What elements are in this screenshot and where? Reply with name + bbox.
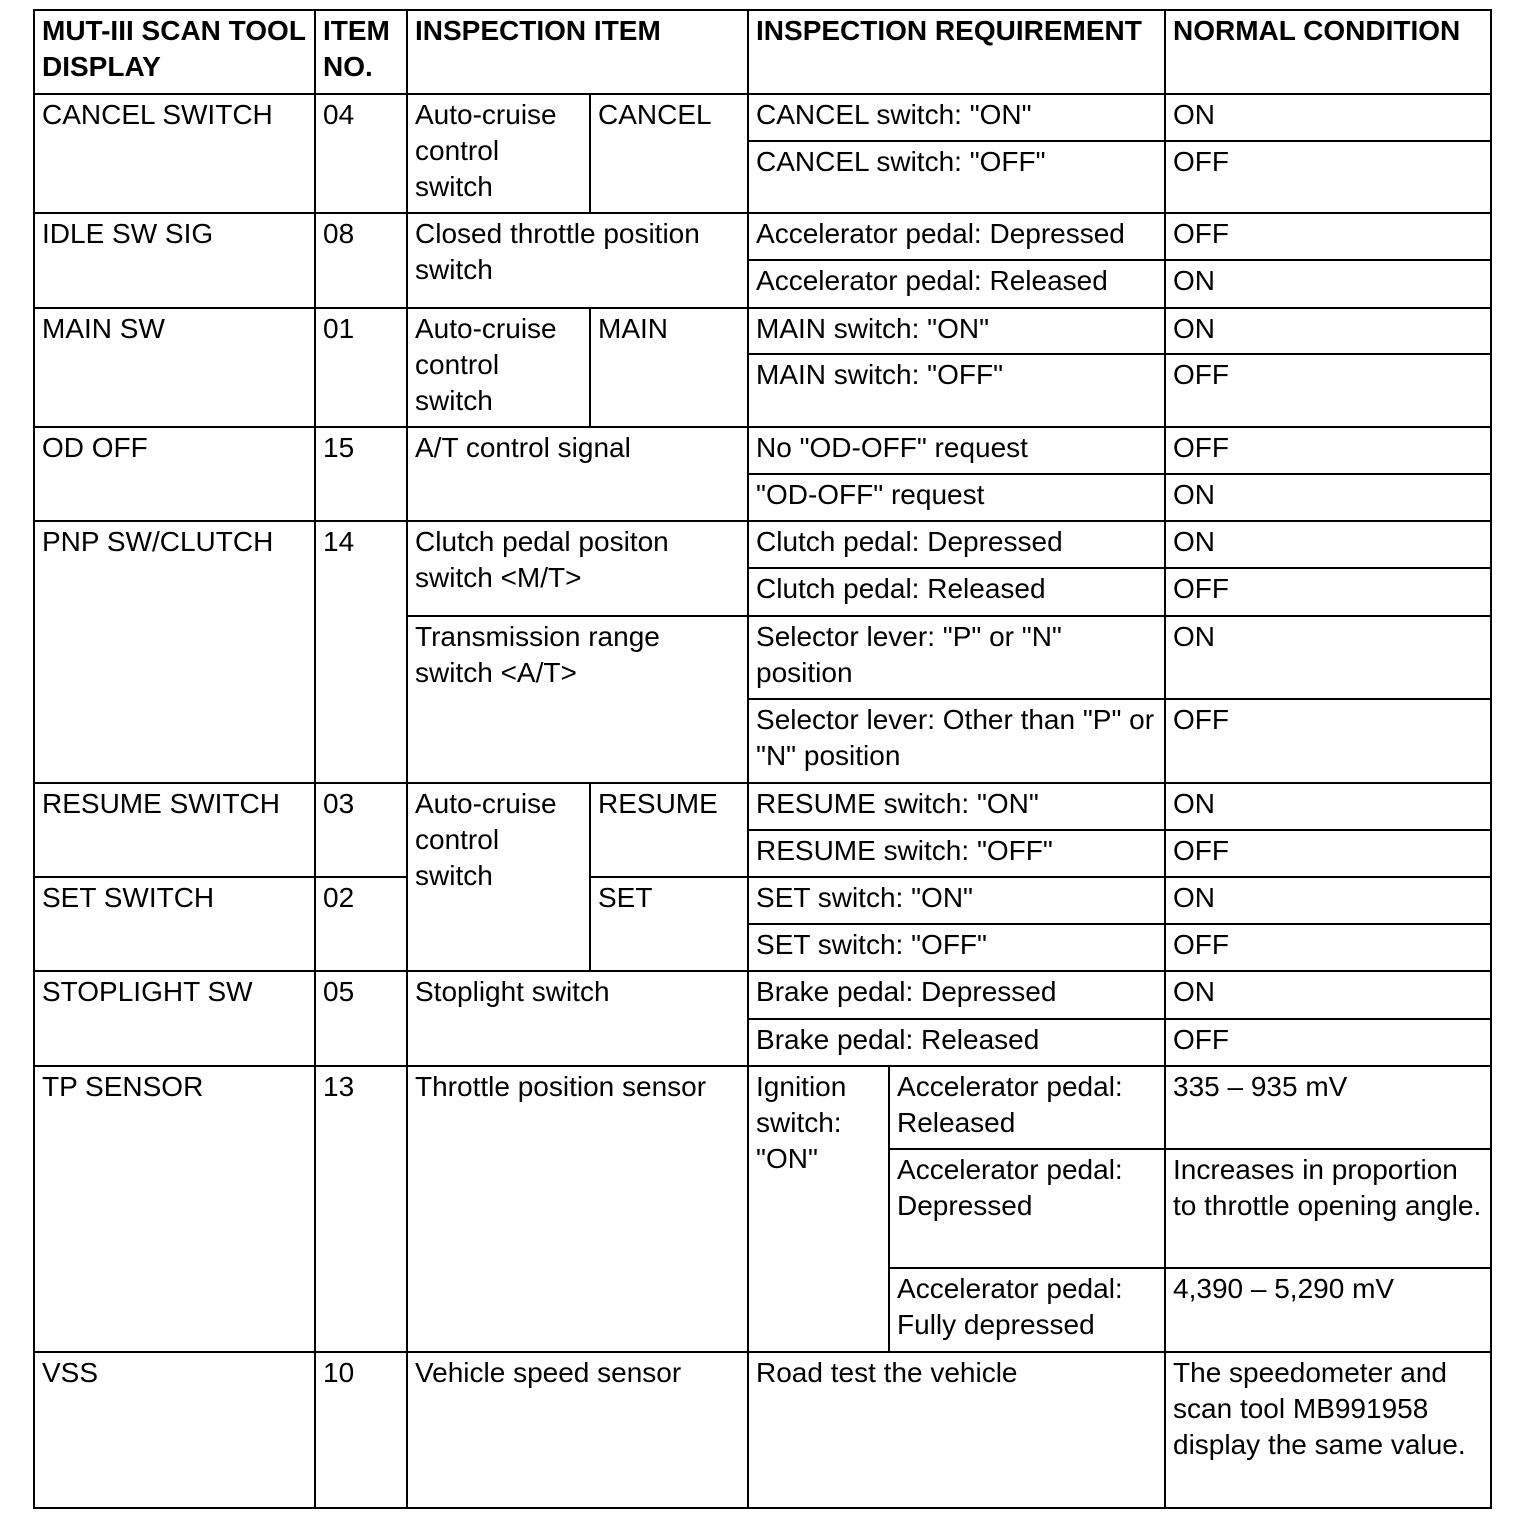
tp-requirement-depressed: Accelerator pedal: Depressed: [889, 1149, 1165, 1268]
cancel-normal-off: OFF: [1165, 141, 1491, 213]
table-row: [34, 971, 1491, 1019]
vss-item-no: 10: [315, 1352, 407, 1508]
main-requirement-off: MAIN switch: "OFF": [748, 354, 1165, 427]
header-normal-condition: NORMAL CONDITION: [1165, 10, 1491, 94]
cancel-sub-item: CANCEL: [590, 94, 748, 213]
od-requirement-no-request: No "OD-OFF" request: [748, 427, 1165, 474]
tp-display: TP SENSOR: [34, 1066, 315, 1352]
idle-display: IDLE SW SIG: [34, 213, 315, 308]
table-row: [34, 1352, 1491, 1508]
od-normal-request: ON: [1165, 474, 1491, 521]
pnp-normal-selector-pn: ON: [1165, 616, 1491, 699]
tp-requirement-released: Accelerator pedal: Released: [889, 1066, 1165, 1149]
pnp-requirement-clutch-released: Clutch pedal: Released: [748, 568, 1165, 616]
resume-requirement-on: RESUME switch: "ON": [748, 783, 1165, 830]
od-item-no: 15: [315, 427, 407, 521]
tp-normal-fully-depressed: 4,390 – 5,290 mV: [1165, 1268, 1491, 1352]
resume-requirement-off: RESUME switch: "OFF": [748, 830, 1165, 877]
table-row: [34, 427, 1491, 474]
resume-inspection-item: Auto-cruise control switch: [407, 783, 590, 971]
set-display: SET SWITCH: [34, 877, 315, 971]
header-inspection-item: INSPECTION ITEM: [407, 10, 748, 94]
cancel-display: CANCEL SWITCH: [34, 94, 315, 213]
set-requirement-off: SET switch: "OFF": [748, 924, 1165, 971]
od-normal-no-request: OFF: [1165, 427, 1491, 474]
pnp-display: PNP SW/CLUTCH: [34, 521, 315, 783]
pnp-normal-clutch-depressed: ON: [1165, 521, 1491, 568]
stoplight-inspection-item: Stoplight switch: [407, 971, 748, 1066]
vss-display: VSS: [34, 1352, 315, 1508]
main-normal-off: OFF: [1165, 354, 1491, 427]
table-row: [34, 213, 1491, 260]
main-item-no: 01: [315, 308, 407, 427]
set-normal-on: ON: [1165, 877, 1491, 924]
tp-inspection-item: Throttle position sensor: [407, 1066, 748, 1352]
stoplight-normal-released: OFF: [1165, 1019, 1491, 1066]
table-row: [34, 783, 1491, 830]
stoplight-normal-depressed: ON: [1165, 971, 1491, 1019]
cancel-normal-on: ON: [1165, 94, 1491, 141]
resume-display: RESUME SWITCH: [34, 783, 315, 877]
idle-inspection-item: Closed throttle position switch: [407, 213, 748, 308]
table-row: [34, 308, 1491, 354]
table-row: [34, 521, 1491, 568]
cancel-requirement-off: CANCEL switch: "OFF": [748, 141, 1165, 213]
table-row: [34, 1066, 1491, 1149]
table-row: [34, 94, 1491, 141]
idle-requirement-depressed: Accelerator pedal: Depressed: [748, 213, 1165, 260]
idle-normal-released: ON: [1165, 260, 1491, 308]
main-requirement-on: MAIN switch: "ON": [748, 308, 1165, 354]
tp-normal-released: 335 – 935 mV: [1165, 1066, 1491, 1149]
vss-normal: The speedometer and scan tool MB991958 display the same value.: [1165, 1352, 1491, 1508]
main-normal-on: ON: [1165, 308, 1491, 354]
pnp-requirement-selector-other: Selector lever: Other than "P" or "N" position: [748, 699, 1165, 783]
vss-inspection-item: Vehicle speed sensor: [407, 1352, 748, 1508]
od-requirement-request: "OD-OFF" request: [748, 474, 1165, 521]
stoplight-display: STOPLIGHT SW: [34, 971, 315, 1066]
tp-item-no: 13: [315, 1066, 407, 1352]
idle-normal-depressed: OFF: [1165, 213, 1491, 260]
od-inspection-item: A/T control signal: [407, 427, 748, 521]
stoplight-item-no: 05: [315, 971, 407, 1066]
resume-normal-off: OFF: [1165, 830, 1491, 877]
set-normal-off: OFF: [1165, 924, 1491, 971]
table-row: [34, 877, 1491, 924]
pnp-requirement-clutch-depressed: Clutch pedal: Depressed: [748, 521, 1165, 568]
set-requirement-on: SET switch: "ON": [748, 877, 1165, 924]
stoplight-requirement-depressed: Brake pedal: Depressed: [748, 971, 1165, 1019]
main-sub-item: MAIN: [590, 308, 748, 427]
resume-item-no: 03: [315, 783, 407, 877]
pnp-item-no: 14: [315, 521, 407, 783]
stoplight-requirement-released: Brake pedal: Released: [748, 1019, 1165, 1066]
resume-sub-item: RESUME: [590, 783, 748, 877]
od-display: OD OFF: [34, 427, 315, 521]
pnp-inspection-item-range: Transmission range switch <A/T>: [407, 616, 748, 783]
pnp-normal-clutch-released: OFF: [1165, 568, 1491, 616]
cancel-requirement-on: CANCEL switch: "ON": [748, 94, 1165, 141]
resume-normal-on: ON: [1165, 783, 1491, 830]
pnp-normal-selector-other: OFF: [1165, 699, 1491, 783]
idle-item-no: 08: [315, 213, 407, 308]
header-item-no: ITEM NO.: [315, 10, 407, 94]
tp-condition: Ignition switch: "ON": [748, 1066, 889, 1352]
set-item-no: 02: [315, 877, 407, 971]
main-inspection-item: Auto-cruise control switch: [407, 308, 590, 427]
tp-normal-depressed: Increases in proportion to throttle opening angle.: [1165, 1149, 1491, 1268]
cancel-inspection-item: Auto-cruise control switch: [407, 94, 590, 213]
pnp-requirement-selector-pn: Selector lever: "P" or "N" position: [748, 616, 1165, 699]
tp-requirement-fully-depressed: Accelerator pedal: Fully depressed: [889, 1268, 1165, 1352]
inspection-table: [33, 9, 1492, 1509]
main-display: MAIN SW: [34, 308, 315, 427]
header-inspection-requirement: INSPECTION REQUIREMENT: [748, 10, 1165, 94]
header-row: [34, 10, 1491, 94]
cancel-item-no: 04: [315, 94, 407, 213]
vss-requirement: Road test the vehicle: [748, 1352, 1165, 1508]
header-scan-tool-display: MUT-III SCAN TOOL DISPLAY: [34, 10, 315, 94]
pnp-inspection-item-clutch: Clutch pedal positon switch <M/T>: [407, 521, 748, 616]
idle-requirement-released: Accelerator pedal: Released: [748, 260, 1165, 308]
set-sub-item: SET: [590, 877, 748, 971]
